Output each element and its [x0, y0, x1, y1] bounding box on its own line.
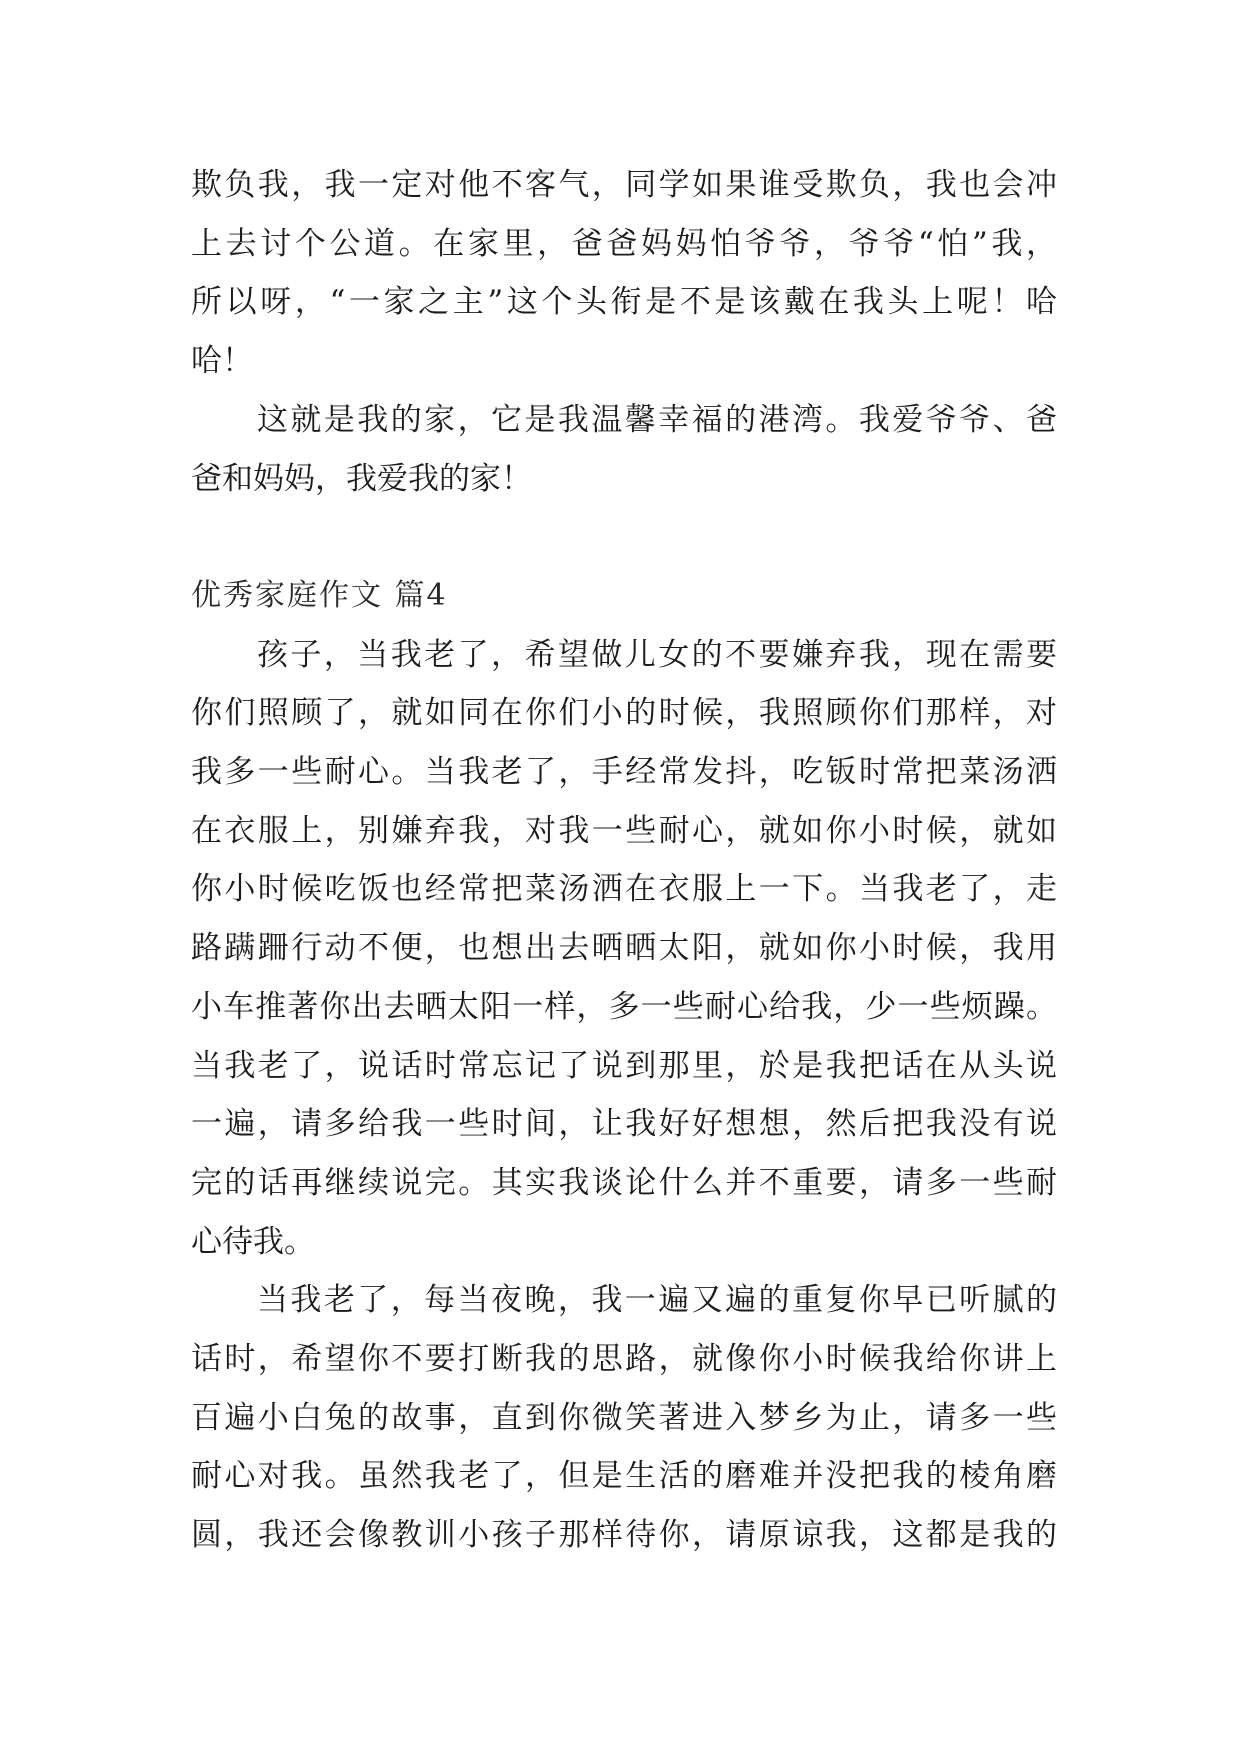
paragraph: [191, 391, 1057, 508]
text-line: 百遍小白兔的故事，直到你微笑著进入梦乡为止，请多一些: [191, 1399, 1057, 1436]
text-line: 一遍，请多给我一些时间，让我好好想想，然后把我没有说: [191, 1106, 1057, 1143]
section-heading: 优秀家庭作文 篇4: [191, 577, 448, 613]
text-line: 心待我。: [191, 1223, 315, 1260]
text-line: 在衣服上，别嫌弃我，对我一些耐心，就如你小时候，就如: [191, 812, 1057, 849]
paragraph: [191, 1271, 1057, 1565]
text-line: 爸和妈妈，我爱我的家！: [191, 460, 532, 497]
text-line: 这就是我的家，它是我温馨幸福的港湾。我爱爷爷、爸: [257, 401, 1057, 438]
text-line: 你们照顾了，就如同在你们小的时候，我照顾你们那样，对: [191, 695, 1057, 732]
text-line: 哈！: [191, 343, 253, 380]
text-line: 当我老了，每当夜晚，我一遍又遍的重复你早已听腻的: [257, 1282, 1057, 1319]
text-line: 路蹒跚行动不便，也想出去晒晒太阳，就如你小时候，我用: [191, 930, 1057, 967]
text-line: 小车推著你出去晒太阳一样，多一些耐心给我，少一些烦躁。: [191, 988, 1057, 1025]
text-line: 完的话再继续说完。其实我谈论什么并不重要，请多一些耐: [191, 1164, 1057, 1201]
paragraph-spacer: [191, 508, 1057, 567]
text-line: 圆，我还会像教训小孩子那样待你，请原谅我，这都是我的: [191, 1517, 1057, 1554]
text-line: 我多一些耐心。当我老了，手经常发抖，吃钣时常把菜汤洒: [191, 754, 1057, 791]
text-line: 话时，希望你不要打断我的思路，就像你小时候我给你讲上: [191, 1341, 1057, 1378]
paragraph: [191, 156, 1057, 391]
paragraph: [191, 626, 1057, 1272]
text-line: 你小时候吃饭也经常把菜汤洒在衣服上一下。当我老了，走: [191, 871, 1057, 908]
document-body: [191, 156, 1057, 1565]
text-line: 孩子，当我老了，希望做儿女的不要嫌弃我，现在需要: [257, 636, 1057, 673]
text-line: 所以呀，“一家之主”这个头衔是不是该戴在我头上呢！哈: [191, 284, 1057, 321]
text-line: 上去讨个公道。在家里，爸爸妈妈怕爷爷，爷爷“怕”我，: [191, 225, 1057, 262]
text-line: 当我老了，说话时常忘记了说到那里，於是我把话在从头说: [191, 1047, 1057, 1084]
text-line: 欺负我，我一定对他不客气，同学如果谁受欺负，我也会冲: [191, 167, 1057, 203]
text-line: 耐心对我。虽然我老了，但是生活的磨难并没把我的棱角磨: [191, 1458, 1057, 1495]
